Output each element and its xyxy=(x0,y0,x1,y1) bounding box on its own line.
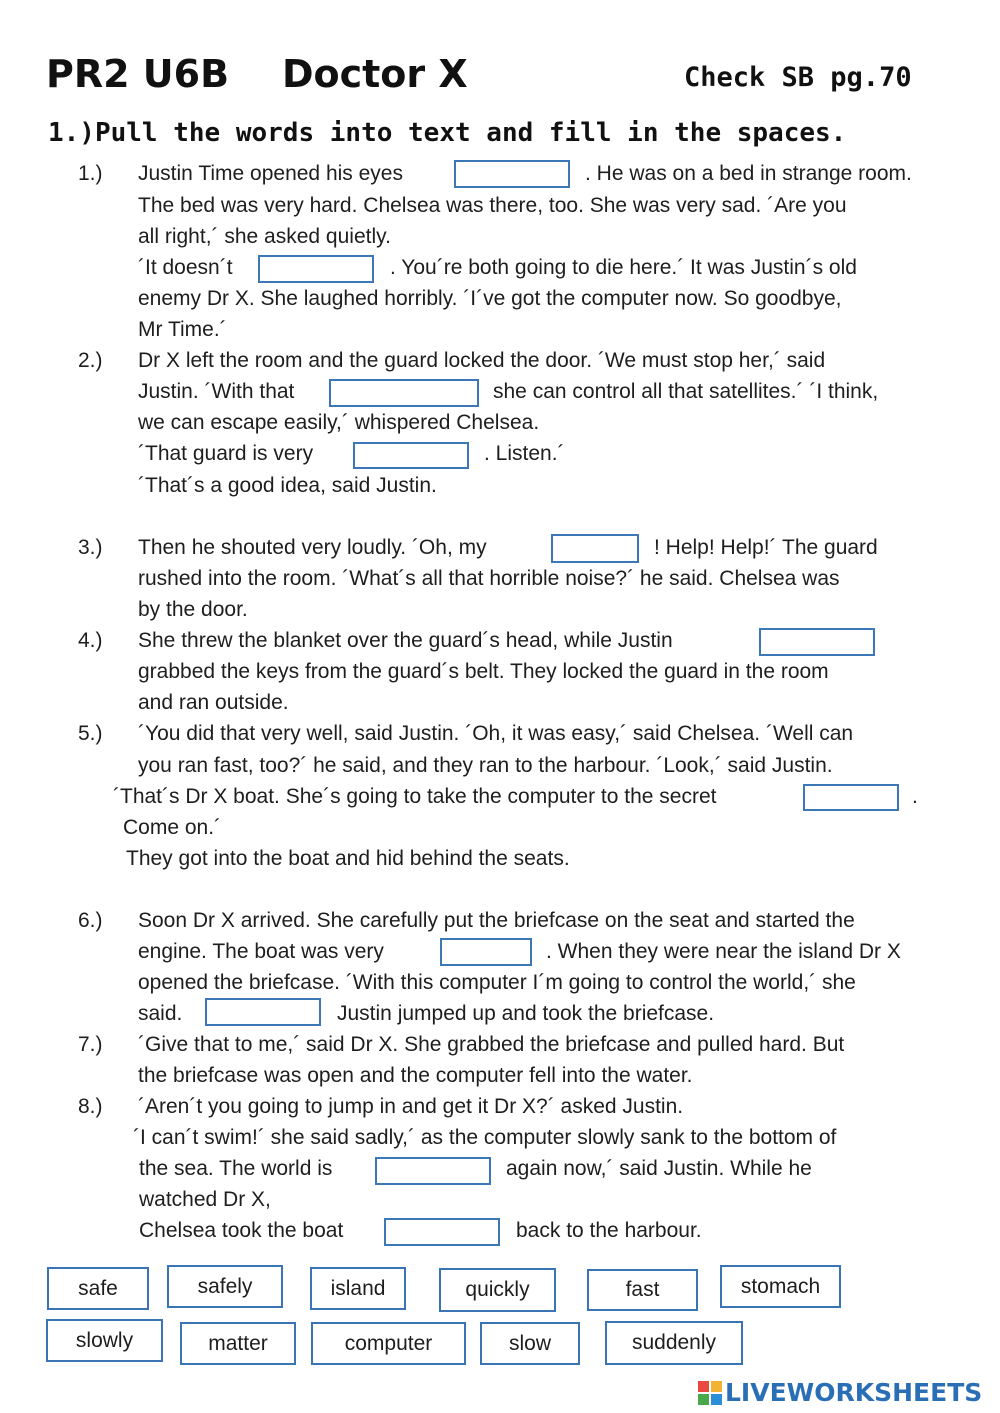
text-line: ´That guard is very xyxy=(138,442,314,465)
text-line: Soon Dr X arrived. She carefully put the briefcase on the seat and started the xyxy=(138,909,855,932)
text-line: ´Give that to me,´ said Dr X. She grabbed the briefcase and pulled hard. But xyxy=(138,1033,845,1056)
answer-blank-4[interactable] xyxy=(353,442,469,469)
text-line: the briefcase was open and the computer fell into the water. xyxy=(138,1064,693,1087)
text-line: back to the harbour. xyxy=(516,1219,702,1242)
logo-grid-icon xyxy=(698,1381,722,1405)
word-chip-island[interactable]: island xyxy=(310,1267,406,1310)
text-line: . You´re both going to die here.´ It was Justin´s old xyxy=(390,256,857,279)
word-chip-computer[interactable]: computer xyxy=(311,1322,466,1365)
text-line: . He was on a bed in strange room. xyxy=(585,162,912,185)
word-chip-quickly[interactable]: quickly xyxy=(439,1268,556,1312)
word-chip-matter[interactable]: matter xyxy=(180,1322,296,1365)
text-line: Justin. ´With that xyxy=(138,380,295,403)
answer-blank-7[interactable] xyxy=(803,784,899,811)
item-number: 6.) xyxy=(78,909,103,932)
item-number: 5.) xyxy=(78,722,103,745)
text-line: we can escape easily,´ whispered Chelsea. xyxy=(138,411,540,434)
text-line: ´That´s a good idea, said Justin. xyxy=(138,474,437,497)
text-line: ´I can´t swim!´ she said sadly,´ as the computer slowly sank to the bottom of xyxy=(133,1126,837,1149)
text-line: all right,´ she asked quietly. xyxy=(138,225,391,248)
answer-blank-9[interactable] xyxy=(205,998,321,1026)
text-line: Chelsea took the boat xyxy=(139,1219,344,1242)
text-line: ´It doesn´t xyxy=(138,256,233,279)
text-line: ´You did that very well, said Justin. ´Oh, it was easy,´ said Chelsea. ´Well can xyxy=(138,722,854,745)
answer-blank-2[interactable] xyxy=(258,255,374,283)
answer-blank-8[interactable] xyxy=(440,938,532,966)
text-line: Mr Time.´ xyxy=(138,318,227,341)
item-number: 4.) xyxy=(78,629,103,652)
text-line: the sea. The world is xyxy=(139,1157,333,1180)
text-line: ´That´s Dr X boat. She´s going to take the computer to the secret xyxy=(113,785,717,808)
text-line: ´Aren´t you going to jump in and get it Dr X?´ asked Justin. xyxy=(138,1095,684,1118)
text-line: rushed into the room. ´What´s all that horrible noise?´ he said. Chelsea was xyxy=(138,567,840,590)
text-line: Then he shouted very loudly. ´Oh, my xyxy=(138,536,487,559)
answer-blank-6[interactable] xyxy=(759,628,875,656)
text-line: said. xyxy=(138,1002,183,1025)
text-line: by the door. xyxy=(138,598,248,621)
word-chip-slow[interactable]: slow xyxy=(480,1322,580,1365)
text-line: She threw the blanket over the guard´s head, while Justin xyxy=(138,629,673,652)
page-title: PR2 U6B Doctor X xyxy=(46,52,468,96)
item-number: 8.) xyxy=(78,1095,103,1118)
word-chip-safely[interactable]: safely xyxy=(167,1265,283,1308)
text-line: watched Dr X, xyxy=(139,1188,271,1211)
liveworksheets-logo xyxy=(698,1378,982,1407)
text-line: Dr X left the room and the guard locked the door. ´We must stop her,´ said xyxy=(138,349,826,372)
text-line: . When they were near the island Dr X xyxy=(546,940,901,963)
word-chip-suddenly[interactable]: suddenly xyxy=(605,1321,743,1365)
word-chip-safe[interactable]: safe xyxy=(47,1267,149,1310)
answer-blank-10[interactable] xyxy=(375,1157,491,1185)
text-line: . Listen.´ xyxy=(484,442,565,465)
answer-blank-1[interactable] xyxy=(454,160,570,188)
answer-blank-3[interactable] xyxy=(329,379,479,407)
text-line: you ran fast, too?´ he said, and they ran to the harbour. ´Look,´ said Justin. xyxy=(138,754,833,777)
text-line: They got into the boat and hid behind the seats. xyxy=(126,847,570,870)
exercise-instruction: 1.)Pull the words into text and fill in the spaces. xyxy=(48,118,847,148)
item-number: 2.) xyxy=(78,349,103,372)
page-reference: Check SB pg.70 xyxy=(684,62,912,93)
text-line: ! Help! Help!´ The guard xyxy=(654,536,878,559)
text-line: enemy Dr X. She laughed horribly. ´I´ve got the computer now. So goodbye, xyxy=(138,287,842,310)
text-line: again now,´ said Justin. While he xyxy=(506,1157,812,1180)
text-line: and ran outside. xyxy=(138,691,289,714)
item-number: 7.) xyxy=(78,1033,103,1056)
word-chip-stomach[interactable]: stomach xyxy=(720,1265,841,1308)
text-line: she can control all that satellites.´ ´I think, xyxy=(493,380,879,403)
text-line: . xyxy=(912,785,918,808)
text-line: Justin jumped up and took the briefcase. xyxy=(337,1002,715,1025)
text-line: grabbed the keys from the guard´s belt. They locked the guard in the room xyxy=(138,660,829,683)
item-number: 1.) xyxy=(78,162,103,185)
word-chip-fast[interactable]: fast xyxy=(587,1269,698,1311)
item-number: 3.) xyxy=(78,536,103,559)
logo-text: LIVEWORKSHEETS xyxy=(725,1378,983,1407)
text-line: The bed was very hard. Chelsea was there, too. She was very sad. ´Are you xyxy=(138,194,847,217)
answer-blank-11[interactable] xyxy=(384,1218,500,1246)
text-line: Justin Time opened his eyes xyxy=(138,162,403,185)
text-line: Come on.´ xyxy=(123,816,222,839)
answer-blank-5[interactable] xyxy=(551,534,639,563)
text-line: engine. The boat was very xyxy=(138,940,384,963)
text-line: opened the briefcase. ´With this computer I´m going to control the world,´ she xyxy=(138,971,856,994)
word-chip-slowly[interactable]: slowly xyxy=(46,1319,163,1362)
